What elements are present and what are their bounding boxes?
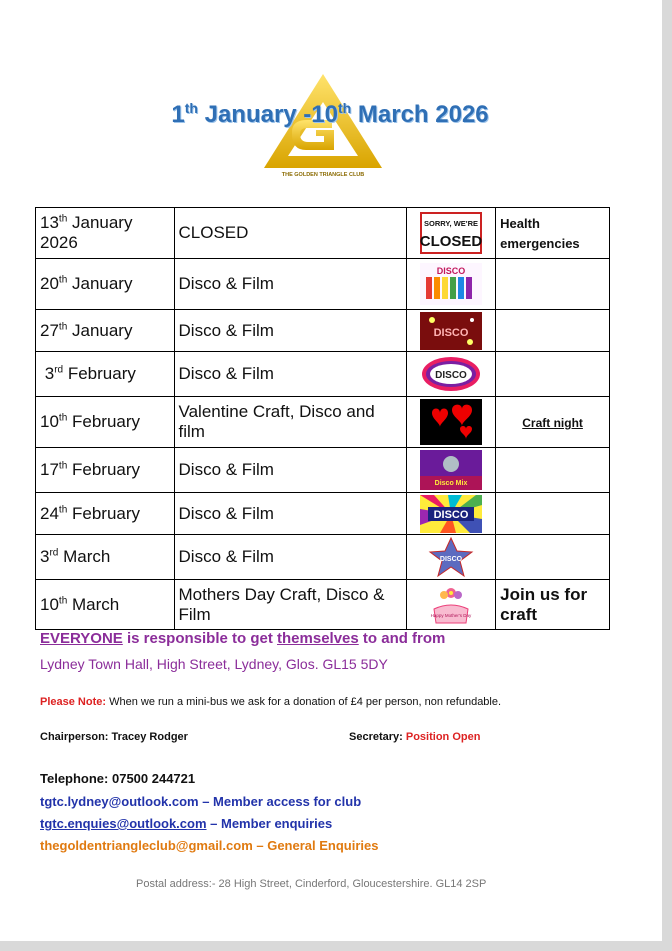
responsibility-line: EVERYONE is responsible to get themselves to and from <box>40 630 446 647</box>
psychedelic-disco-image <box>420 495 482 533</box>
page-shadow-right <box>662 0 672 951</box>
note-join-craft: Join us for craft <box>500 584 588 624</box>
date-cell: 10th March <box>36 580 175 630</box>
event-cell: Disco & Film <box>174 352 407 397</box>
date-cell: 3rd March <box>36 535 175 580</box>
disco-mix-image <box>420 450 482 490</box>
mothers-day-image <box>420 583 482 627</box>
svg-text:SORRY, WE'RE: SORRY, WE'RE <box>424 219 479 228</box>
note-health-emergencies: Health emergencies <box>500 216 580 251</box>
svg-text:DISCO: DISCO <box>433 326 469 339</box>
svg-text:DISCO: DISCO <box>433 508 469 521</box>
date-cell: 13th January 2026 <box>36 208 175 259</box>
secretary: Secretary: Position Open <box>349 731 481 743</box>
table-row <box>36 535 610 580</box>
svg-text:Happy Mother's Day: Happy Mother's Day <box>430 612 472 618</box>
red-hearts-image <box>420 399 482 445</box>
date-cell: 20th January <box>36 259 175 310</box>
schedule-table <box>35 207 610 630</box>
red-disco-image <box>420 312 482 350</box>
event-cell: CLOSED <box>174 208 407 259</box>
closed-sign-image <box>420 212 482 254</box>
table-row <box>36 310 610 352</box>
date-cell: 24th February <box>36 493 175 535</box>
email-member-access[interactable]: tgtc.lydney@outlook.com – Member access for club <box>40 794 362 809</box>
svg-text:DISCO: DISCO <box>436 266 466 276</box>
table-row <box>36 397 610 448</box>
page-title: 1th January -10th March 2026 <box>171 100 489 128</box>
telephone: Telephone: 07500 244721 <box>40 771 196 786</box>
minibus-note: Please Note: When we run a mini-bus we ask for a donation of £4 per person, non refundable. <box>40 696 502 708</box>
page-shadow-bottom <box>0 941 672 951</box>
disco-oval-image <box>420 354 482 394</box>
event-cell: Disco & Film <box>174 259 407 310</box>
chairperson: Chairperson: Tracey Rodger <box>40 731 188 743</box>
postal-address: Postal address:- 28 High Street, Cinderford, Gloucestershire. GL14 2SP <box>136 878 487 890</box>
disco-star-image <box>420 536 482 578</box>
table-row <box>36 580 610 630</box>
event-cell: Disco & Film <box>174 493 407 535</box>
rainbow-disco-image <box>420 263 482 305</box>
table-row <box>36 208 610 259</box>
table-row <box>36 448 610 493</box>
venue-address: Lydney Town Hall, High Street, Lydney, Glos. GL15 5DY <box>40 656 388 672</box>
date-cell: 17th February <box>36 448 175 493</box>
table-row <box>36 352 610 397</box>
email-member-enquiries[interactable]: tgtc.enquies@outlook.com – Member enquiries <box>40 816 333 831</box>
svg-text:CLOSED: CLOSED <box>420 233 483 250</box>
date-cell: 3rd February <box>36 352 175 397</box>
date-cell: 27th January <box>36 310 175 352</box>
date-cell: 10th February <box>36 397 175 448</box>
email-general-enquiries[interactable]: thegoldentriangleclub@gmail.com – General Enquiries <box>40 838 379 853</box>
svg-text:DISCO: DISCO <box>435 370 468 381</box>
svg-text:Disco Mix: Disco Mix <box>434 480 468 487</box>
logo-caption: THE GOLDEN TRIANGLE CLUB <box>281 172 365 178</box>
event-cell: Mothers Day Craft, Disco & Film <box>174 580 407 630</box>
table-row <box>36 259 610 310</box>
table-row <box>36 493 610 535</box>
svg-text:DISCO: DISCO <box>440 556 463 563</box>
event-cell: Valentine Craft, Disco and film <box>174 397 407 448</box>
event-cell: Disco & Film <box>174 310 407 352</box>
event-cell: Disco & Film <box>174 535 407 580</box>
event-cell: Disco & Film <box>174 448 407 493</box>
note-craft-night: Craft night <box>522 416 583 430</box>
